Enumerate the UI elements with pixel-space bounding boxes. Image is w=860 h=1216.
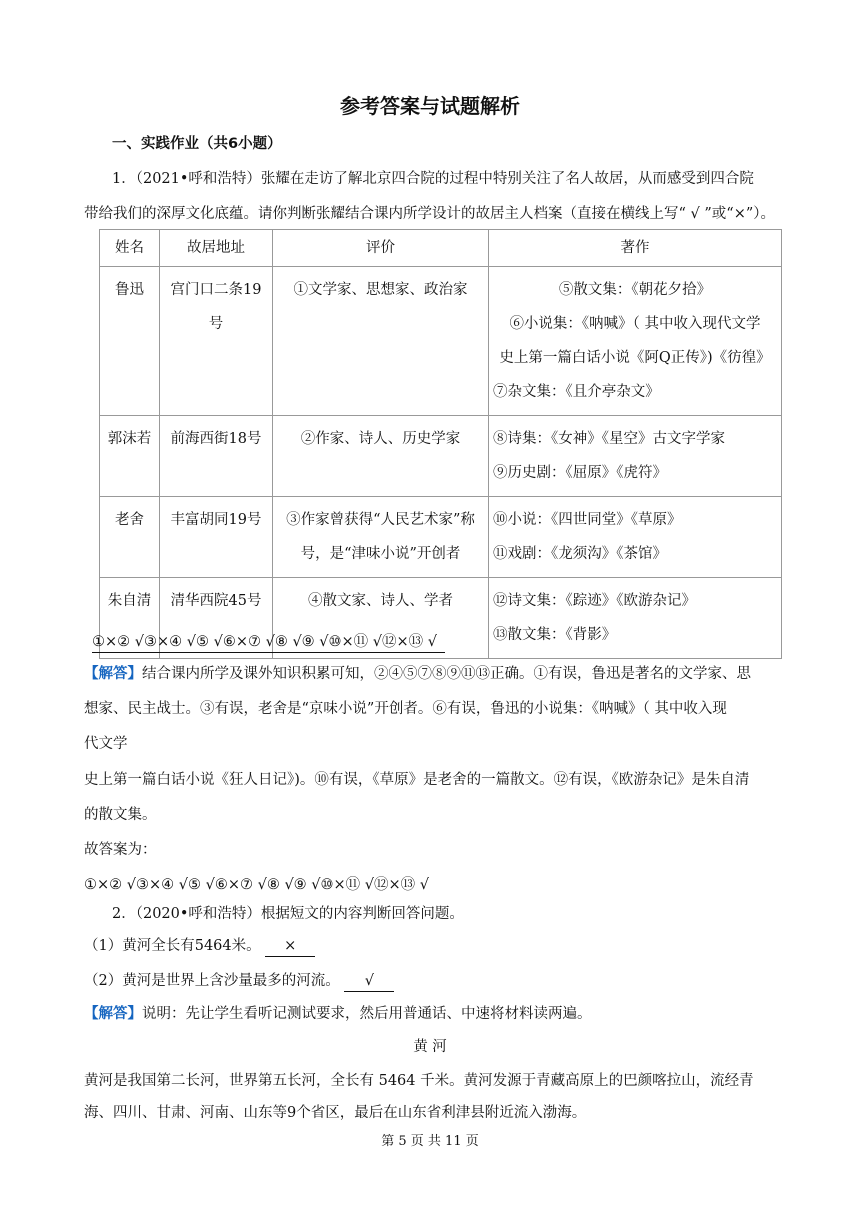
q1-conclusion: 故答案为： — [84, 842, 157, 858]
answer-tag: 【解答】 — [84, 1005, 142, 1022]
q1-stem-line1: 1．（2021•呼和浩特）张耀在走访了解北京四合院的过程中特别关注了名人故居，从而感受到四合院 — [112, 171, 754, 187]
q2-stem: 2．（2020•呼和浩特）根据短文的内容判断回答问题。 — [112, 906, 464, 922]
cell-text: 史上第一篇白话小说《阿Q正传》)《彷徨》 — [499, 350, 771, 366]
q1-final-answer: ①×② √③×④ √⑤ √⑥×⑦ √⑧ √⑨ √⑩×⑪ √⑫×⑬ √ — [84, 877, 430, 893]
q2-explain — [84, 1004, 592, 1024]
residence-table — [99, 229, 782, 659]
page-footer: 第 5 页 共 11 页 — [381, 1134, 479, 1149]
q1-explain-line1 — [84, 664, 751, 684]
header-evaluation: 评价 — [273, 230, 489, 267]
cell-text: ⑨历史剧：《屈原》《虎符》 — [493, 465, 667, 481]
header-name: 姓名 — [100, 230, 160, 267]
q1-explain-line4: 史上第一篇白话小说《狂人日记》)。⑩有误，《草原》是老舍的一篇散文。⑫有误，《欧游杂记》是朱自清 — [84, 772, 750, 788]
cell-text: 号 — [208, 316, 224, 332]
cell-address — [160, 267, 273, 416]
table-row — [100, 416, 782, 497]
table-header-row — [100, 230, 782, 267]
cell-name: 郭沫若 — [100, 416, 160, 497]
cell-works — [489, 267, 782, 416]
q1-explain-line2: 想家、民主战士。③有误，老舍是“京味小说”开创者。⑥有误，鲁迅的小说集：《呐喊》（ 其中收入现 — [84, 701, 727, 717]
q2-statement-1 — [84, 936, 315, 957]
cell-text: ⑧诗集：《女神》《星空》古文字学家 — [493, 431, 725, 447]
cell-text: ⑪戏剧：《龙须沟》《茶馆》 — [493, 546, 667, 562]
cell-works — [489, 497, 782, 578]
cell-text: ③作家曾获得“人民艺术家”称 — [286, 512, 475, 528]
cell-works — [489, 416, 782, 497]
q1-explain-line3: 代文学 — [84, 736, 128, 752]
q1-stem-line2: 带给我们的深厚文化底蕴。请你判断张耀结合课内所学设计的故居主人档案（直接在横线上写“ √ ”或“×”）。 — [84, 206, 776, 222]
cell-text: 宫门口二条19 — [170, 282, 262, 298]
explain-text: 结合课内所学及课外知识积累可知，②④⑤⑦⑧⑨⑪⑬正确。①有误，鲁迅是著名的文学家、思 — [142, 666, 751, 682]
q2-statement-2 — [84, 971, 394, 992]
statement-text: （1）黄河全长有5464米。 — [84, 938, 261, 954]
cell-text: ④散文家、诗人、学者 — [308, 593, 453, 609]
cell-text: 清华西院45号 — [170, 593, 262, 609]
q1-explain-line5: 的散文集。 — [84, 807, 157, 823]
cell-text: ⑦杂文集：《且介亭杂文》 — [493, 384, 660, 400]
page-title: 参考答案与试题解析 — [340, 94, 520, 118]
passage-title: 黄 河 — [413, 1039, 447, 1055]
cell-name: 鲁迅 — [100, 267, 160, 416]
cell-text: ②作家、诗人、历史学家 — [300, 431, 461, 447]
cell-text: 前海西街18号 — [170, 431, 262, 447]
q1-answer-blank: ①×② √③×④ √⑤ √⑥×⑦ √⑧ √⑨ √⑩×⑪ √⑫×⑬ √ — [92, 632, 445, 653]
table-row — [100, 497, 782, 578]
q2-answer-2: √ — [344, 971, 394, 992]
cell-text: ①文学家、思想家、政治家 — [293, 282, 468, 298]
cell-evaluation — [273, 416, 489, 497]
statement-text: （2）黄河是世界上含沙量最多的河流。 — [84, 973, 340, 989]
header-address: 故居地址 — [160, 230, 273, 267]
cell-text: ⑬散文集：《背影》 — [493, 627, 617, 643]
explain-text: 说明：先让学生看听记测试要求，然后用普通话、中速将材料读两遍。 — [142, 1006, 592, 1022]
cell-evaluation — [273, 497, 489, 578]
cell-address — [160, 497, 273, 578]
cell-text: ⑫诗文集：《踪迹》《欧游杂记》 — [493, 593, 696, 609]
cell-text: ⑩小说：《四世同堂》《草原》 — [493, 512, 682, 528]
cell-name: 朱自清 — [100, 578, 160, 659]
cell-address — [160, 416, 273, 497]
passage-line1: 黄河是我国第二长河，世界第五长河，全长有 5464 千米。黄河发源于青藏高原上的巴颜喀拉山，流经青 — [84, 1073, 754, 1089]
cell-text: 号，是“津味小说”开创者 — [300, 546, 461, 562]
answer-tag: 【解答】 — [84, 665, 142, 682]
header-works: 著作 — [489, 230, 782, 267]
q2-answer-1: × — [265, 936, 315, 957]
passage-line2: 海、四川、甘肃、河南、山东等9个省区，最后在山东省利津县附近流入渤海。 — [84, 1105, 587, 1121]
cell-text: 丰富胡同19号 — [170, 512, 262, 528]
cell-evaluation — [273, 267, 489, 416]
table-row — [100, 267, 782, 416]
cell-works — [489, 578, 782, 659]
section-heading: 一、实践作业（共6小题） — [112, 136, 282, 152]
cell-text: ⑥小说集：《呐喊》（ 其中收入现代文学 — [509, 316, 761, 332]
cell-text: ⑤散文集：《朝花夕拾》 — [558, 282, 712, 298]
cell-name: 老舍 — [100, 497, 160, 578]
